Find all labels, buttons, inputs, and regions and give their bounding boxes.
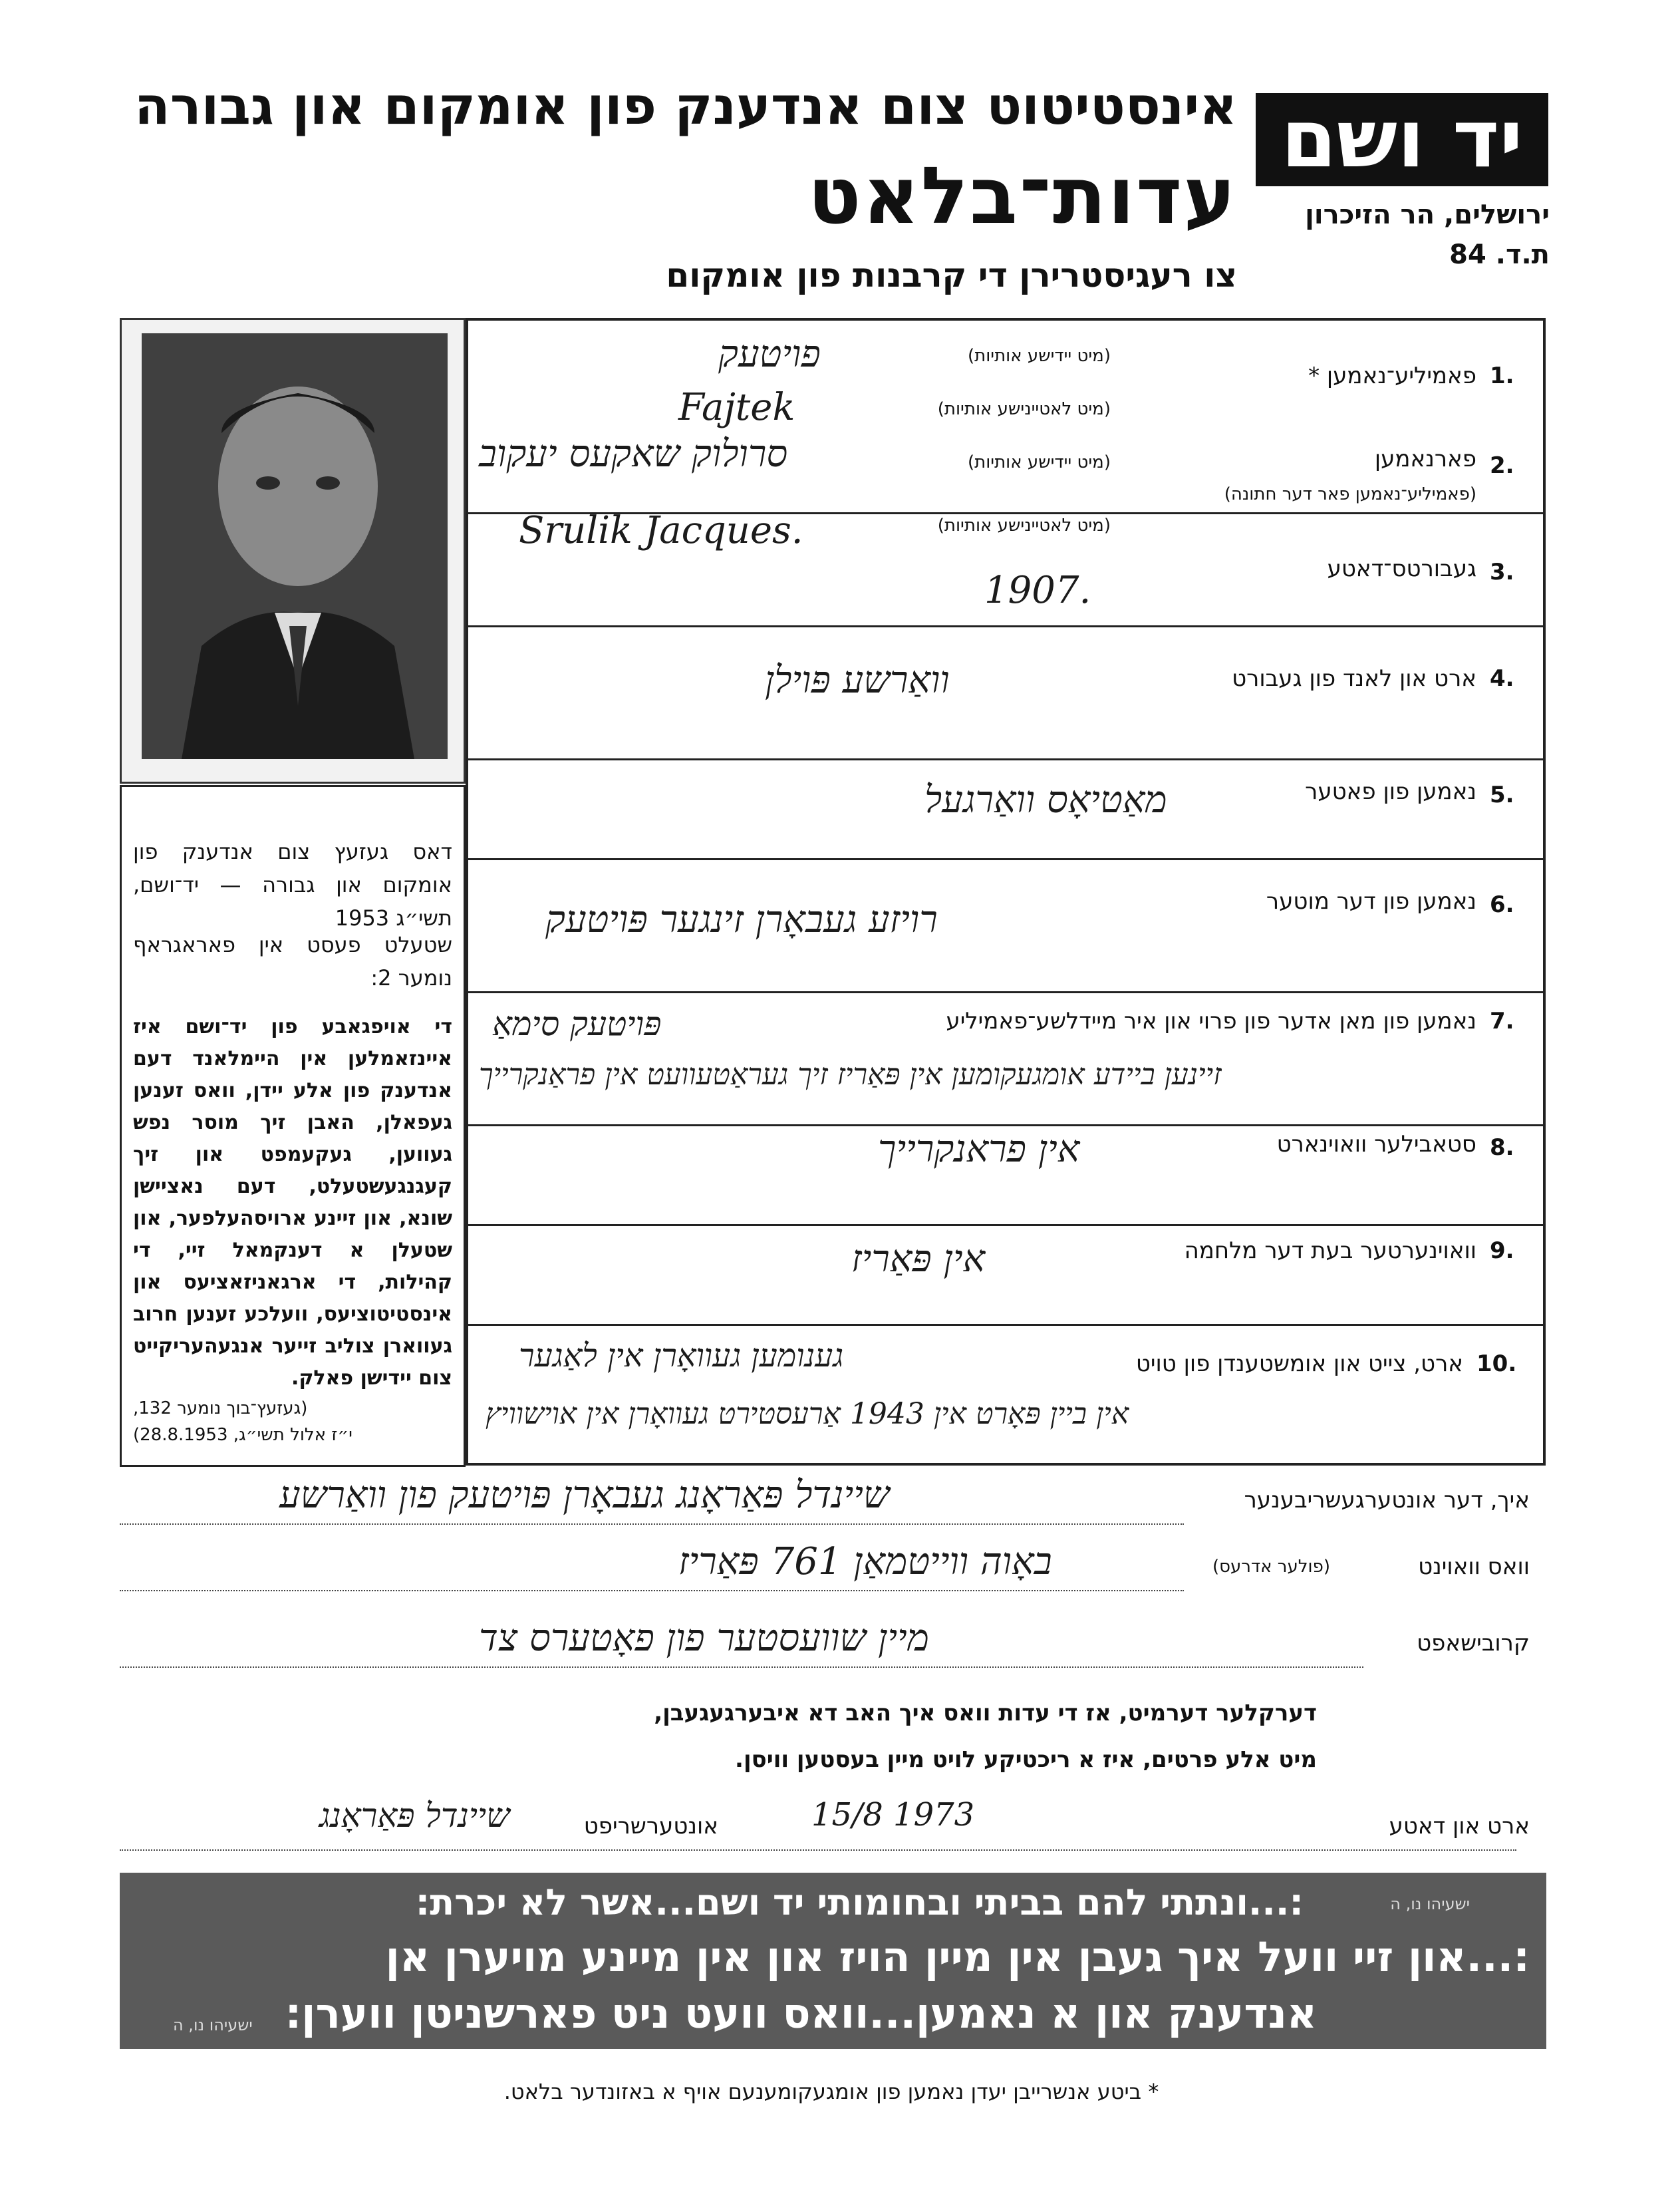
date-value[interactable]: 15/8 1973: [811, 1796, 975, 1833]
divider: [466, 991, 1546, 993]
divider: [466, 858, 1546, 860]
field-8-number: 8.: [1490, 1134, 1514, 1161]
field-10-value-2[interactable]: אין ביין פּאָרט אין 1943 אַרעסטירט געוואָרן אין אוישוויץ: [486, 1397, 1129, 1431]
field-8-label: סטאבילער וואוינארט: [1276, 1131, 1476, 1158]
field-5-value[interactable]: מאַטיאָס וואַרגעל: [924, 778, 1167, 822]
divider: [466, 1324, 1546, 1326]
field-1-sub-latin: (מיט לאטיינישע אותיות): [937, 399, 1111, 419]
field-3-number: 3.: [1490, 559, 1514, 585]
divider: [466, 1224, 1546, 1226]
field-6-value[interactable]: רויזע געבאָרן זינגער פּויטעק: [545, 898, 938, 941]
field-9-label: וואוינערטער בעת דער מלחמה: [1184, 1237, 1476, 1264]
field-7-value-note[interactable]: זיינען ביידע אומגעקומען אין פּאַריז זיך געראַטעוועט אין פראַנקרייך: [479, 1058, 1222, 1092]
field-4-value[interactable]: וואַרשע פּוילן: [765, 659, 950, 702]
address-value[interactable]: באָוה ווייטמאַן 761 פּאַריז: [678, 1540, 1052, 1583]
field-5-number: 5.: [1490, 782, 1514, 808]
field-2-value-latin[interactable]: Srulik Jacques.: [519, 509, 803, 552]
field-1-value-yiddish[interactable]: פויטעק: [718, 333, 821, 376]
field-2-note: (פאמיליע־נאמען פאר דער חתונה): [1224, 484, 1476, 504]
footnote: * ביטע אנשרייבן יעדן נאמען פון אומגעקומענעם אויף א באזונדער בלאט.: [503, 2079, 1159, 2104]
field-2-sub-latin: (מיט לאטיינישע אותיות): [937, 516, 1111, 536]
field-3-value[interactable]: 1907.: [984, 569, 1091, 612]
divider: [466, 625, 1546, 627]
divider: [466, 758, 1546, 760]
undersigned-line: [120, 1523, 1184, 1525]
victim-photo: [120, 318, 466, 784]
signature-value[interactable]: שיינדל פּאַראָנג: [319, 1796, 510, 1835]
field-4-number: 4.: [1490, 665, 1514, 692]
divider: [466, 1124, 1546, 1126]
field-1-sub-yiddish: (מיט יידישע אותיות): [967, 346, 1111, 366]
field-5-label: נאמען פון פאטער: [1305, 778, 1476, 805]
field-7-number: 7.: [1490, 1008, 1514, 1034]
law-citation-2: י״ז אלול תשי״ג, 28.8.1953): [133, 1425, 352, 1445]
field-2-sub-yiddish: (מיט יידישע אותיות): [967, 452, 1111, 472]
field-1-label: פאמיליע־נאמען *: [1308, 363, 1476, 389]
page-of-testimony-title: עדות־בלאט: [807, 150, 1237, 241]
field-2-number: 2.: [1490, 452, 1514, 479]
form-subtitle: צו רעגיסטרירן די קרבנות פון אומקום: [666, 256, 1237, 295]
banner-line-hebrew: :...ונתתי להם בביתי ובחומותי יד ושם...אשר לא יכרת:: [415, 1881, 1304, 1923]
relation-label: קרובישאפט: [1417, 1630, 1530, 1656]
signature-label: אונטערשריפט: [583, 1813, 718, 1839]
institute-title: אינסטיטוט צום אנדענק פון אומקום און גבורה: [134, 77, 1237, 136]
banner-line-yiddish-1: :...און זיי וועל איך געבן אין מיין הויז און אין מיינע מויערן אן: [385, 1933, 1530, 1981]
address-line: [120, 1590, 1184, 1591]
logo-pobox: ת.ד. 84: [1449, 239, 1550, 270]
undersigned-value[interactable]: שיינדל פּאַראָנג געבאָרן פּויטעק פון וואַרשע: [279, 1474, 890, 1517]
logo-address: ירושלים, הר הזיכרון: [1305, 200, 1550, 230]
declaration-line-2: מיט אלע פרטים, איז א ריכטיקע לויט מיין בעסטען וויסן.: [735, 1746, 1317, 1773]
banner-ref-1: ישעיהו נו, ה: [1390, 1895, 1470, 1913]
law-body: די אויפגאבע פון יד־ושם איז איינזאמלען אין היימלאנד דעם אנדענק פון אלע יידן, וואס זענען געפאלן, האבן זיך מוסר נפש געווען, געקעמפט און זיך קעגנגעשטעלט, דעם נאציישן שונא, און זיינע ארויסהעלפער, און שטעלן א דענקמאל זיי, די קהילות, די ארגאניזאציעס און אינסטיטוציעס, וועלכע זענען חרוב געווארן צוליב זייער אנגעהעריקייט צום יידישן פאלק.: [133, 1015, 452, 1390]
field-1-value-latin[interactable]: Fajtek: [678, 386, 795, 429]
field-2-value-yiddish[interactable]: סרולוק שאקעס יעקוב: [479, 432, 788, 476]
law-citation-1: (געזעץ־בוך נומער 132,: [133, 1398, 308, 1418]
field-1-number: 1.: [1490, 363, 1514, 389]
field-10-number: 10.: [1476, 1350, 1517, 1377]
banner-ref-2: ישעיהו נו, ה: [173, 2016, 253, 2034]
relation-value[interactable]: מיין שוועסטער פון פאָטערס צד: [479, 1617, 929, 1660]
undersigned-label: איך, דער אונטערגעשריבענער: [1244, 1487, 1530, 1513]
field-10-label: ארט, צייט און אומשטענדן פון טויט: [1135, 1350, 1463, 1377]
address-note: (פולער אדרעס): [1212, 1557, 1330, 1577]
relation-line: [120, 1666, 1363, 1668]
field-6-label: נאמען פון דער מוטער: [1266, 888, 1476, 915]
field-6-number: 6.: [1490, 891, 1514, 918]
field-4-label: ארט און לאנד פון געבורט: [1232, 665, 1476, 692]
date-label: ארט און דאטע: [1389, 1813, 1530, 1839]
law-title: דאס געזעץ צום אנדענק פון אומקום און גבורה — יד־ושם, תשי״ג 1953: [133, 839, 452, 931]
declaration-line-1: דערקלער דערמיט, אז די עדות וואס איך האב דא איבערגעגעבן,: [654, 1700, 1317, 1726]
portrait-image: [142, 333, 448, 759]
field-2-label: פארנאמען: [1374, 446, 1476, 472]
yad-vashem-logo: יד ושם: [1256, 93, 1548, 186]
banner-line-yiddish-2: אנדענק און א נאמען...וואס וועט ניט פארשניטן ווערן:: [285, 1989, 1317, 2038]
field-8-value[interactable]: אין פראנקרייך: [878, 1128, 1080, 1171]
law-paragraph: שטעלט פעסט אין פאראגראף נומער 2:: [133, 932, 452, 991]
field-9-value[interactable]: אין פּאַריז: [851, 1237, 986, 1281]
field-7-label: נאמען פון מאן אדער פון פרוי און איר מיידלשע־פאמיליע: [946, 1008, 1476, 1034]
field-10-value-1[interactable]: גענומען געוואָרן אין לאַגער: [519, 1337, 844, 1374]
address-label: וואס וואוינט: [1418, 1553, 1530, 1580]
field-9-number: 9.: [1490, 1237, 1514, 1264]
field-7-value-spouse[interactable]: פּויטעק סימאַ: [492, 1005, 662, 1043]
field-3-label: געבורטס־דאטע: [1327, 555, 1476, 582]
signature-line: [120, 1849, 1516, 1851]
